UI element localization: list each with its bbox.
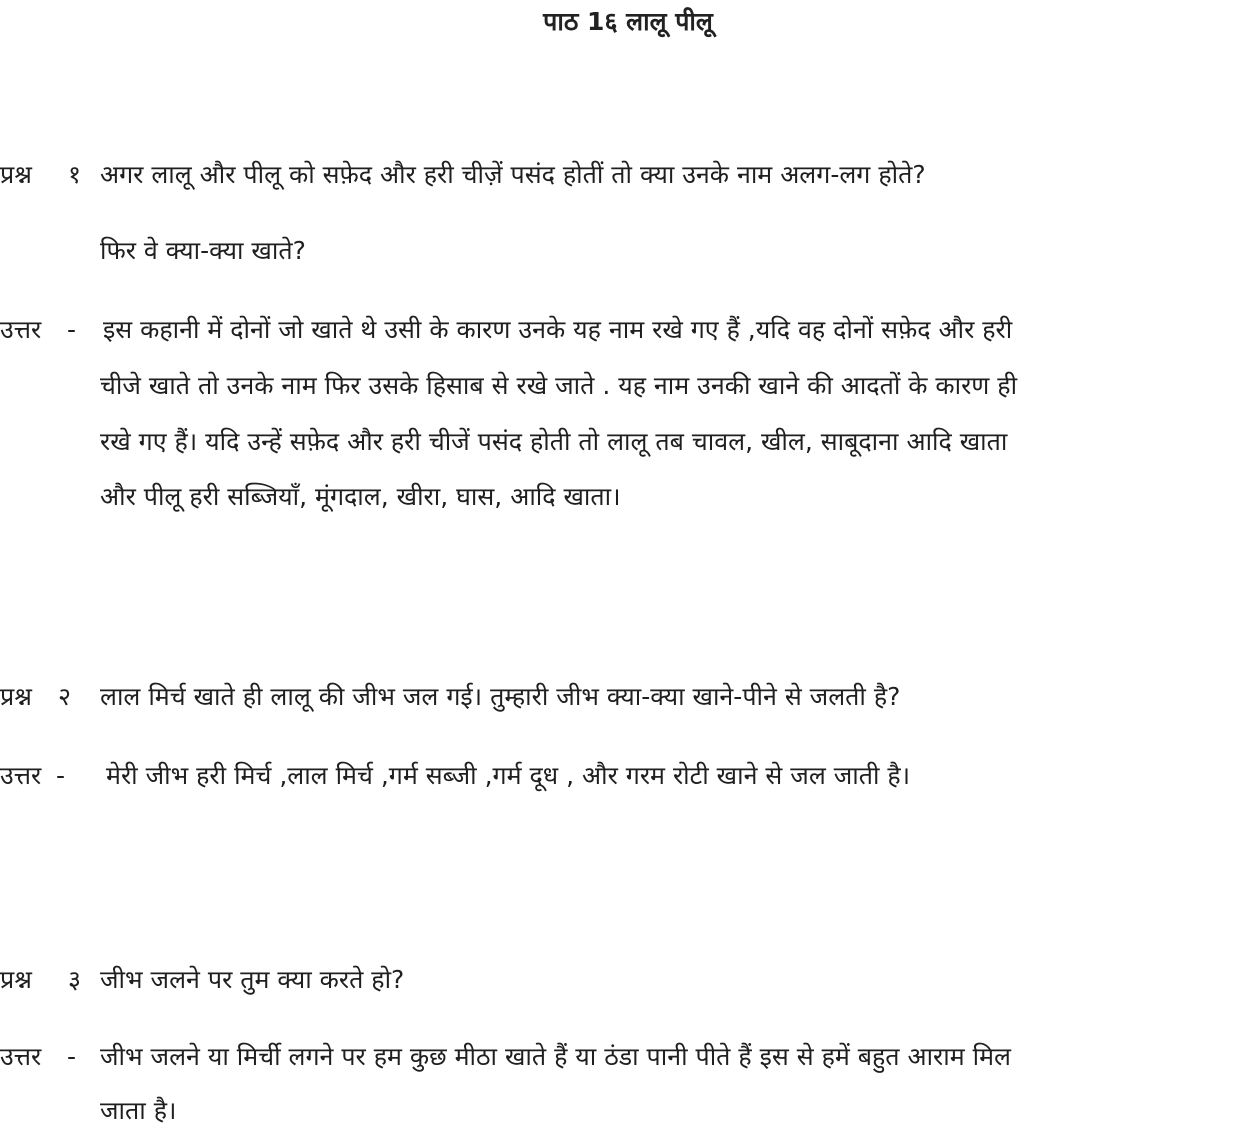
question-text-line: फिर वे क्या-क्या खाते? — [100, 236, 306, 265]
answer-dash: - — [56, 761, 66, 790]
question-text-line: लाल मिर्च खाते ही लालू की जीभ जल गई। तुम्हारी जीभ क्या-क्या खाने-पीने से जलती है? — [100, 682, 901, 711]
question-text-line: जीभ जलने पर तुम क्या करते हो? — [100, 965, 405, 994]
answer-dash: - — [67, 1042, 77, 1071]
answer-text-line: रखे गए हैं। यदि उन्हें सफ़ेद और हरी चीजें पसंद होती तो लालू तब चावल, खील, साबूदाना आदि खाता — [100, 427, 1008, 456]
answer-text-line: जाता है। — [100, 1096, 177, 1125]
answer-label: उत्तर — [0, 1042, 42, 1071]
question-label: प्रश्न — [0, 160, 32, 189]
answer-label: उत्तर — [0, 761, 42, 790]
question-label: प्रश्न — [0, 682, 32, 711]
question-text-line: अगर लालू और पीलू को सफ़ेद और हरी चीज़ें पसंद होतीं तो क्या उनके नाम अलग-लग होते? — [100, 160, 926, 189]
answer-text-line: चीजे खाते तो उनके नाम फिर उसके हिसाब से रखे जाते . यह नाम उनकी खाने की आदतों के कारण ही — [100, 371, 1018, 400]
question-label: प्रश्न — [0, 965, 32, 994]
answer-label: उत्तर — [0, 315, 42, 344]
answer-text-line: और पीलू हरी सब्जियाँ, मूंगदाल, खीरा, घास, आदि खाता। — [100, 482, 621, 511]
answer-text-line: जीभ जलने या मिर्ची लगने पर हम कुछ मीठा खाते हैं या ठंडा पानी पीते हैं इस से हमें बहुत आराम मिल — [100, 1042, 1012, 1071]
answer-dash: - — [67, 315, 77, 344]
answer-text-line: इस कहानी में दोनों जो खाते थे उसी के कारण उनके यह नाम रखे गए हैं ,यदि वह दोनों सफ़ेद और हरी — [103, 315, 1013, 344]
question-number: २ — [58, 682, 72, 711]
answer-text-line: मेरी जीभ हरी मिर्च ,लाल मिर्च ,गर्म सब्जी ,गर्म दूध , और गरम रोटी खाने से जल जाती है। — [106, 761, 911, 790]
page-title: पाठ 1६ लालू पीलू — [543, 7, 713, 36]
question-number: ३ — [68, 965, 82, 994]
question-number: १ — [68, 160, 82, 189]
